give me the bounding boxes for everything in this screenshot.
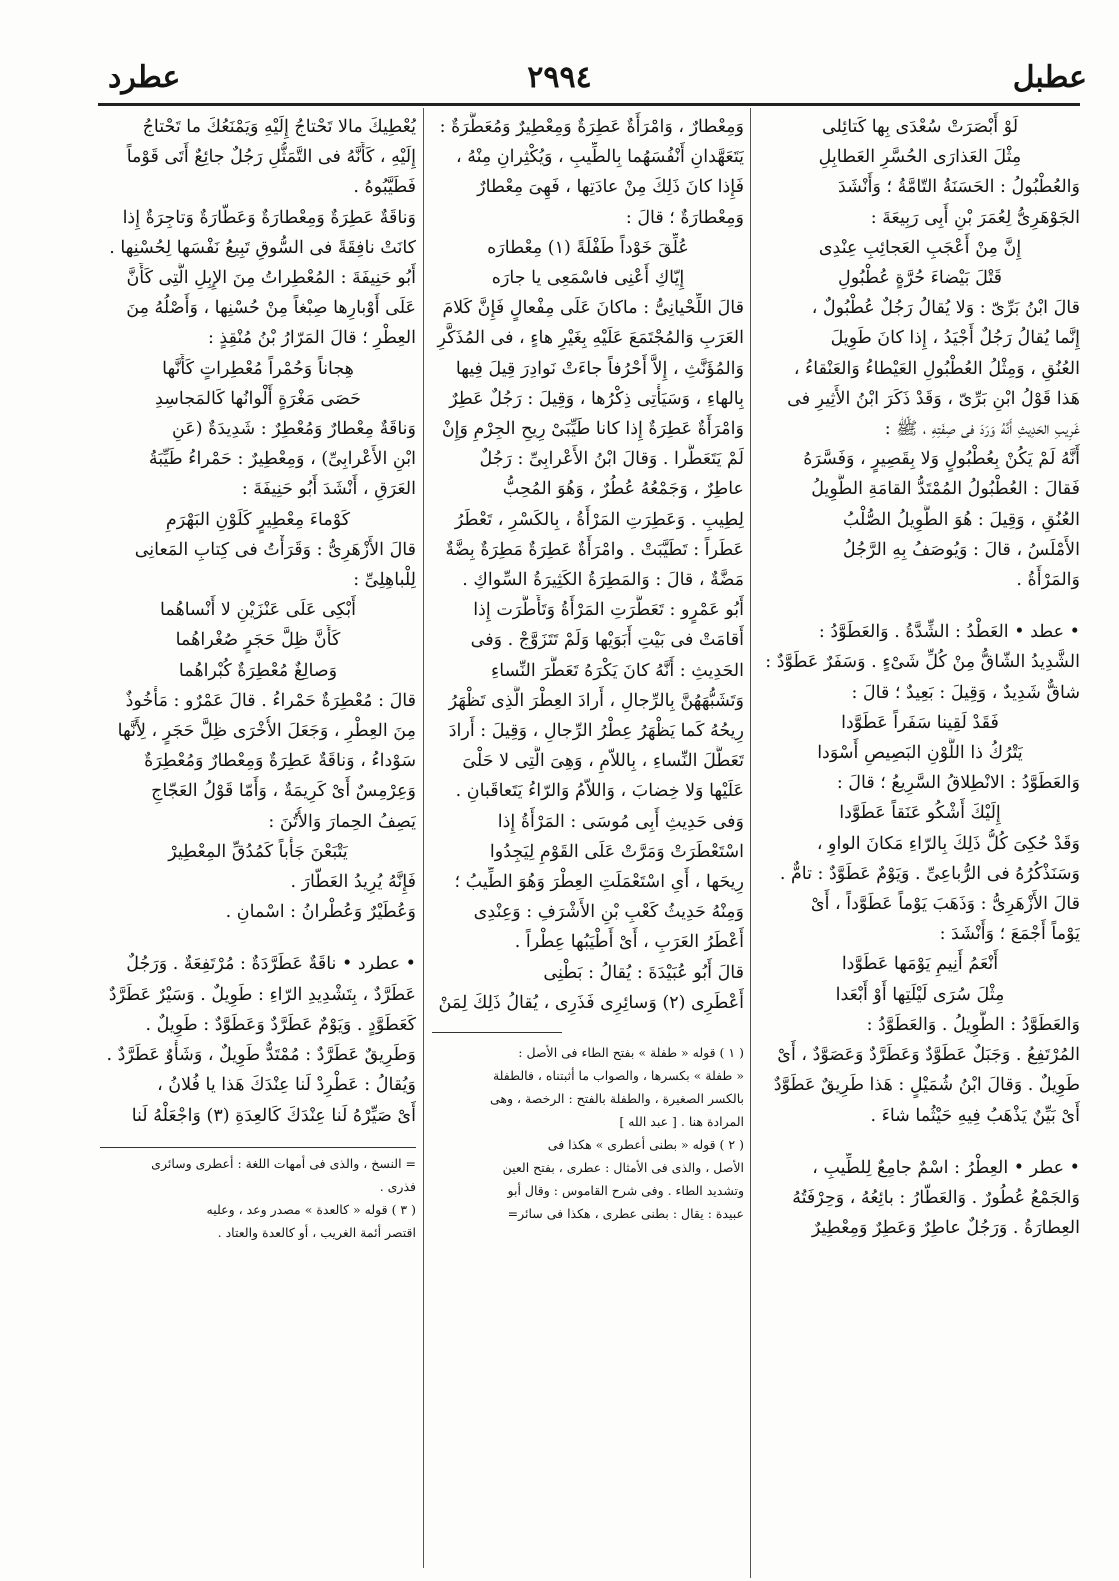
footnote-line: « طفلة » بكسرها ، والصواب ما أثبتناه ، فالطفلة (492, 1068, 744, 1084)
text-line: فَإِذا كانَ ذَلِكَ مِنْ عادَتِها ، فَهِىَ مِعْطارٌ (477, 177, 744, 198)
verse-line: كَأَنَّ ظِلَّ حَجَرٍ صُغْراهُما (175, 630, 341, 651)
verse-line: هِجاناً وَحُمْراً مُعْطِراتٍ كَأَنَّها (162, 358, 354, 379)
text-line: رِيحُهُ كَما يَظْهَرُ عِطْرُ الرِّجالِ ، وَقِيلَ : أَرادَ (448, 721, 744, 742)
verse-line: مِثْلَ سُرَى لَيْلَتِها أَوْ أَبْعَدا (835, 984, 1005, 1005)
text-line: لِطِيبِ . وَعَطِرَتِ المَرْأَةُ ، بِالكَسْرِ ، تَعْطَرُ (454, 509, 744, 530)
text-line: كانَتْ نافِقَةً فى السُّوقِ تَبِيعُ نَفْسَها لِحُسْنِها . (109, 237, 416, 258)
text-line: الأَمْلَسُ ، قالَ : وَيُوصَفُ بِهِ الرَّجُلُ (842, 539, 1080, 560)
verse-line: عُلِّقَ خَوْداً طَفْلَةً (١) مِعْطارَه (487, 237, 689, 258)
column-left (100, 112, 416, 1244)
text-line: أَبُو حَنِيفَةَ : المُعْطِراتُ مِنَ الإِبِلِ الَّتِى كَأَنَّ (126, 268, 416, 289)
text-line: وَسَنَذْكُرُهُ فى الرُّباعِىِّ . وَيَوْمٌ عَطَوَّدٌ : تامٌّ . (779, 863, 1080, 884)
verse-line: يَتْبَعْنَ جَأْباً كَمُدُقِّ المِعْطِيرْ (168, 841, 348, 862)
text-line: قالَ ابْنُ بَرِّىّ : وَلا يُقالُ رَجُلٌ عُطْبُولٌ ، (811, 298, 1080, 319)
footnote-spacer (100, 1131, 416, 1147)
text-line: وَناقَةٌ عَطِرَةٌ وَمِعْطارَةٌ وَعَطّارَةٌ وَتاجِرَةٌ إِذا (122, 207, 416, 228)
text-line: • عطر • العِطْرُ : اسْمٌ جامِعٌ لِلطِّيبِ ، (812, 1157, 1080, 1178)
text-line: ابْنِ الأَعْرابِىِّ) ، وَمِعْطِيرٌ : حَمْراءُ طَيِّبَةُ (148, 449, 416, 470)
text-line: وَطَرِيقٌ عَطَرَّدٌ : مُمْتَدٌّ طَوِيلٌ ، وَشَأْوٌ عَطَرَّدٌ . (106, 1045, 416, 1066)
text-line: العُنُقِ ، وَقِيلَ : هُوَ الطَّوِيلُ الصُّلْبُ (842, 509, 1080, 530)
text-line: لَمْ يَتَعَطَّرا . وَقالَ ابْنُ الأَعْرابِىِّ : رَجُلٌ (479, 449, 744, 470)
text-line: وَمِنْهُ حَدِيثُ كَعْبِ بْنِ الأَشْرَفِ : وَعِنْدِى (473, 902, 744, 923)
footnote-line: ( ١ ) قوله « طفلة » بفتح الطاء فى الأصل : (518, 1045, 744, 1061)
running-head-right: عطبل (1012, 60, 1087, 95)
text-line: فَإِنَّهُ يُرِيدُ العَطّارَ . (290, 872, 416, 893)
text-line: وَالجَمْعُ عُطُورٌ . وَالعَطّارُ : بائِعُهُ ، وَحِرْفَتُهُ (792, 1187, 1080, 1208)
verse-line: إِنَّ مِنْ أَعْجَبِ العَجائِبِ عِنْدِى (818, 237, 1022, 258)
footnote-line: ( ٣ ) قوله « كالعدة » مصدر وعد ، وعليه (206, 1201, 416, 1217)
text-line: شاقٌّ شَدِيدٌ ، وَقِيلَ : بَعِيدٌ ؛ قالَ : (851, 682, 1080, 703)
text-line: العَرَبِ وَالمُجْتَمَعَ عَلَيْهِ بِغَيْرِ هاءٍ ، فى المُذَكَّرِ (437, 328, 744, 349)
text-line: قالَ الأَزْهَرِىُّ : وَقَرَأْتُ فى كِتابِ المَعانِى (134, 539, 416, 560)
text-line: عَطَرَّدٌ ، بِتَشْدِيدِ الرّاءِ : طَوِيلٌ . وَسَيْرٌ عَطَرَّدٌ (108, 984, 416, 1005)
text-line: العِطْرِ ؛ قالَ المَرّارُ بْنُ مُنْقِذٍ : (207, 328, 416, 349)
verse-line: إِيّاكِ أَعْنِى فاسْمَعِى يا جارَه (491, 268, 685, 289)
footnote-line: اقتصر أئمة الغريب ، أو كالعدة والعتاد . (217, 1224, 416, 1240)
footnote-line: المرادة هنا . [ عبد الله ] (619, 1114, 744, 1130)
verse-line: يَتْرُكُ ذا اللَّوْنِ البَصِيصِ أَسْوَدا (817, 743, 1023, 764)
text-line: وَفى حَدِيثِ أَبِى مُوسَى : المَرْأَةُ إِذا (497, 811, 744, 832)
text-line: وَقَدْ حُكِىَ كُلُّ ذَلِكَ بِالرّاءِ مَكانَ الواوِ ، (816, 833, 1080, 854)
text-line: وَمِعْطارٌ ، وَامْرَأَةٌ عَطِرَةٌ وَمِعْطِيرٌ وَمُعَطَّرَةٌ : (439, 117, 744, 137)
text-line: العُنُقِ ، وَمِثْلُ العُطْبُولِ العَيْطاءُ وَالعَنْقاءُ ، (793, 358, 1080, 379)
text-line: عاطِرٌ ، وَجَمْعُهُ عُطُرٌ ، وَهُوَ المُحِبُّ (502, 479, 744, 500)
text-line: إِلَيْهِ ، كَأَنَّهُ فى التَّمَثُّلِ رَجُلٌ جائِعٌ أَتَى قَوْماً (126, 147, 416, 168)
column-right (760, 112, 1080, 1243)
text-line: وَناقَةٌ مِعْطارٌ وَمُعْطِرٌ : شَدِيدَةٌ (عَنِ (171, 419, 416, 440)
text-line: لِلْباهِلِىِّ : (353, 570, 416, 591)
text-line: قالَ الأَزْهَرِىُّ : وَذَهَبَ يَوْماً عَطَوَّداً ، أَىْ (810, 894, 1080, 915)
entry-gap (100, 927, 416, 949)
text-line: اسْتَعْطَرَتْ وَمَرَّتْ عَلَى القَوْمِ لِيَجِدُوا (489, 841, 744, 862)
text-line: وَالعَطَوَّدُ : الطَّوِيلُ . وَالعَطَوَّدُ : (866, 1014, 1080, 1035)
footnote-line: بالكسر الصغيرة ، والطفلة بالفتح : الرخصة ، وهى (490, 1091, 744, 1107)
text-line: قالَ : مُعْطِرَةٌ حَمْراءُ . قالَ عَمْرٌو : مَأْخُوذٌ (125, 690, 416, 711)
verse-line: أَنْعَمُ أَنِيمِ يَوْمَها عَطَوَّدا (841, 954, 999, 975)
header-rule (98, 103, 1080, 106)
verse-line: مِثْلَ العَذارَى الحُسَّرِ العَطابِلِ (818, 147, 1022, 168)
footnote-line: ( ٢ ) قوله « بطنى أعطرى » هكذا فى (547, 1137, 744, 1153)
text-line: قالَ اللِّحْيانِىُّ : ماكانَ عَلَى مِفْعالٍ فَإِنَّ كَلامَ (442, 298, 744, 319)
text-line: وَمِعْطارَةٌ ؛ قالَ : (625, 207, 744, 228)
text-line: مِنَ العِطْرِ ، وَجَعَلَ الأُخْرَى ظِلَّ حَجَرٍ ، لِأَنَّها (117, 721, 416, 742)
text-line: فَطَيَّبُوهُ . (353, 177, 416, 198)
running-head-left: عطرد (108, 60, 181, 95)
text-line: وَعُطَيْرٌ وَعُطْرانُ : اسْمانِ . (225, 902, 416, 923)
text-line: عَلَيْها وَلا خِضابَ ، وَاللاّمُ وَالرّاءُ يَتَعاقَبانِ . (455, 781, 744, 802)
text-line: تَعَطُّلَ النِّساءِ ، بِاللاّمِ ، وَهِىَ الَّتِى لا حَلْىَ (462, 751, 744, 772)
text-line: يَوْماً أَجْمَعَ ؛ وَأَنْشَدَ : (939, 924, 1080, 945)
column-divider-right (750, 108, 751, 1578)
text-line: • عطد • العَطْدُ : الشِّدَّةُ . وَالعَطَوَّدُ : (818, 622, 1080, 643)
text-line: غَرِيبِ الحَدِيثِ أَنَّهُ وَرَدَ فى صِفَتِهِ ، ﷺ : (884, 419, 1080, 440)
text-line: أَعْطَرُ العَرَبِ ، أَىْ أَطْيَبُها عِطْراً . (514, 932, 744, 953)
text-line: أَىْ صَيِّرْهُ لَنا عِنْدَكَ كَالعِدَةِ (٣) وَاجْعَلْهُ لَنا (131, 1105, 416, 1126)
text-line: الشَّدِيدُ الشّاقُّ مِنْ كُلِّ شَىْءٍ . وَسَفَرٌ عَطَوَّدٌ : (765, 652, 1080, 673)
text-line: أَنَّهُ لَمْ يَكُنْ بِعُطْبُولٍ وَلا بِقَصِيرٍ ، وَفَسَّرَهُ (803, 449, 1080, 470)
entry-gap (760, 1131, 1080, 1153)
verse-line: لَوْ أَبْصَرَتْ سُعْدَى بِها كَتائِلى (821, 117, 1019, 137)
verse-line: فَقَدْ لَقِينا سَفَراً عَطَوَّدا (841, 712, 999, 733)
text-line: بِالهاءِ ، وَسَيَأْتِى ذِكْرُها ، وَقِيلَ : رَجُلٌ عَطِرٌ (449, 388, 744, 409)
footnote-line: وتشديد الطاء . وفى شرح القاموس : وقال أبو (507, 1183, 744, 1199)
page-number: ٢٩٩٤ (527, 60, 592, 95)
verse-line: أَبْكِى عَلَى عَنْزَيْنِ لا أَنْساهُما (160, 600, 356, 621)
footnote-line: الأصل ، والذى فى الأمثال : عطرى ، بفتح العين (502, 1160, 744, 1176)
column-middle (432, 112, 744, 1225)
text-line: أَىْ بَيِّنٌ يَذْهَبُ فِيهِ حَيْثُما شاءَ . (870, 1105, 1080, 1126)
text-line: أَبُو عَمْرٍو : تَعَطَّرَتِ المَرْأَةُ وَتَأَطَّرَت إِذا (473, 600, 744, 621)
text-line: وَامْرَأَةٌ عَطِرَةٌ إِذا كانا طَيِّبَىْ رِيحِ الجِرْمِ وَإِنْ (441, 419, 744, 440)
text-line: وَعِرْمِسٌ أَىْ كَرِيمَةٌ ، وَأَمّا قَوْلُ العَجّاجِ (151, 781, 416, 802)
text-line: قالَ أَبُو عُبَيْدَةَ : يُقالُ : بَطْنِى (543, 962, 744, 983)
text-line: الحَدِيثِ : أَنَّهُ كانَ يَكْرَهُ تَعَطُّرَ النِّساءِ (491, 660, 744, 681)
footnote-line: عبيدة : يقال : بطنى عطرى ، هكذا فى سائر= (507, 1206, 744, 1222)
text-line: يُعْطِيكَ مالا تَحْتاجُ إِلَيْهِ وَيَمْنَعُكَ ما تَحْتاجُ (142, 117, 416, 137)
text-line: سَوْداءُ ، وَناقَةٌ عَطِرَةٌ وَمِعْطارٌ وَمُعْطِرَةٌ (144, 751, 416, 772)
verse-line: حَصَى مَغْرَةٍ أَلْوانُها كَالمَجاسِدِ (155, 388, 361, 409)
text-line: المُرْتَفِعُ . وَجَبَلٌ عَطَوَّدٌ وَعَطَرَّدٌ وَعَصَوَّدٌ ، أَىْ (777, 1045, 1080, 1066)
text-line: إِنَّما يُقالُ رَجُلٌ أَجْيَدُ ، إِذا كانَ طَوِيلَ (830, 328, 1080, 349)
text-line: أَقامَتْ فى بَيْتِ أَبَوَيْها وَلَمْ تَتَزَوَّجْ . وَفى (470, 630, 744, 651)
text-line: الجَوْهَرِىُّ لِعُمَرَ بْنِ أَبِى رَبِيعَةَ : (870, 207, 1080, 228)
text-line: يَصِفُ الحِمارَ وَالأُتُنَ : (268, 811, 416, 832)
text-line: العَرَقِ ، أَنْشَدَ أَبُو حَنِيفَةَ : (241, 479, 416, 500)
text-line: هَذا قَوْلُ ابْنِ بَرِّىّ ، وَقَدْ ذَكَرَ ابْنُ الأَثِيرِ فى (787, 388, 1080, 409)
verse-line: كَوْماءَ مِعْطِيرٍ كَلَوْنِ البَهْرَمِ (165, 509, 351, 530)
text-line: كَعَطَوَّدٍ . وَيَوْمٌ عَطَرَّدٌ وَعَطَوَّدٌ : طَوِيلٌ . (145, 1014, 416, 1035)
entry-gap (760, 595, 1080, 617)
verse-line: إِلَيْكَ أَشْكُو عَنَقاً عَطَوَّدا (839, 803, 1001, 824)
text-line: أَعْطَرِى (٢) وَسائِرِى فَذَرِى ، يُقالُ ذَلِكَ لِمَنْ (438, 992, 744, 1013)
text-line: رِيحَها ، أَىِ اسْتَعْمَلَتِ العِطْرَ وَهُوَ الطِّيبُ ؛ (454, 872, 744, 893)
text-line: وَالعَطَوَّدُ : الانْطِلاقُ السَّرِيعُ ؛ قالَ : (836, 773, 1080, 794)
text-line: وَالمُؤَنَّثِ ، إِلاَّ أَحْرُفاً جاءَتْ نَوادِرَ قِيلَ فِيها (455, 358, 744, 379)
text-line: وَالمَرْأَةُ . (1016, 570, 1080, 591)
text-line: يَتَعَهَّدانِ أَنْفُسَهُما بِالطِّيبِ ، وَيُكْثِرانِ مِنْهُ ، (456, 147, 744, 168)
footnote-line: = النسخ ، والذى فى أمهات اللغة : أعطرى وسائرى (100, 1147, 416, 1175)
text-line: عَطَراً : تَطَيَّبَتْ . وامْرَأَةٌ عَطِرَةٌ مَطِرَةٌ بِضَّةٌ (445, 539, 744, 560)
text-line: وَتَشَبُّهَهُنَّ بِالرِّجالِ ، أَرادَ العِطْرَ الَّذِى تَظْهَرُ (448, 690, 744, 711)
text-line: وَالعُطْبُولُ : الحَسَنَةُ التّامَّةُ ؛ وَأَنْشَدَ (837, 177, 1080, 198)
column-divider-left (423, 108, 424, 1568)
verse-line: قَتْلَ بَيْضاءَ حُرَّةٍ عُطْبُولِ (838, 268, 1002, 289)
text-line: عَلَى أَوْبارِها صِبْغاً مِنْ حُسْنِها ، وَأَصْلُهُ مِنَ (126, 298, 416, 319)
footnote-line: فذرى . (379, 1178, 416, 1194)
text-line: طَوِيلٌ . وَقالَ ابْنُ شُمَيْلٍ : هَذا طَرِيقٌ عَطَوَّدٌ (773, 1075, 1080, 1096)
text-line: وَيُقالُ : عَطْرِدْ لَنا عِنْدَكَ هَذا يا فُلانُ ، (157, 1075, 416, 1096)
text-line: العِطارَةُ . وَرَجُلٌ عاطِرٌ وَعَطِرٌ وَمِعْطِيرٌ (811, 1218, 1080, 1239)
text-line: • عطرد • ناقَةٌ عَطَرَّدَةٌ : مُرْتَفِعَةٌ . وَرَجُلٌ (126, 954, 416, 975)
footnote-rule (432, 1032, 562, 1033)
text-line: فَقالَ : العُطْبُولُ المُمْتَدُّ القامَةِ الطَّوِيلُ (811, 479, 1080, 500)
text-line: مَضَّةٌ ، قالَ : وَالمَطِرَةُ الكَثِيرَةُ السِّواكِ . (462, 570, 744, 591)
verse-line: وَصالِغٌ مُعْطِرَةٌ كُبْراهُما (178, 660, 338, 681)
